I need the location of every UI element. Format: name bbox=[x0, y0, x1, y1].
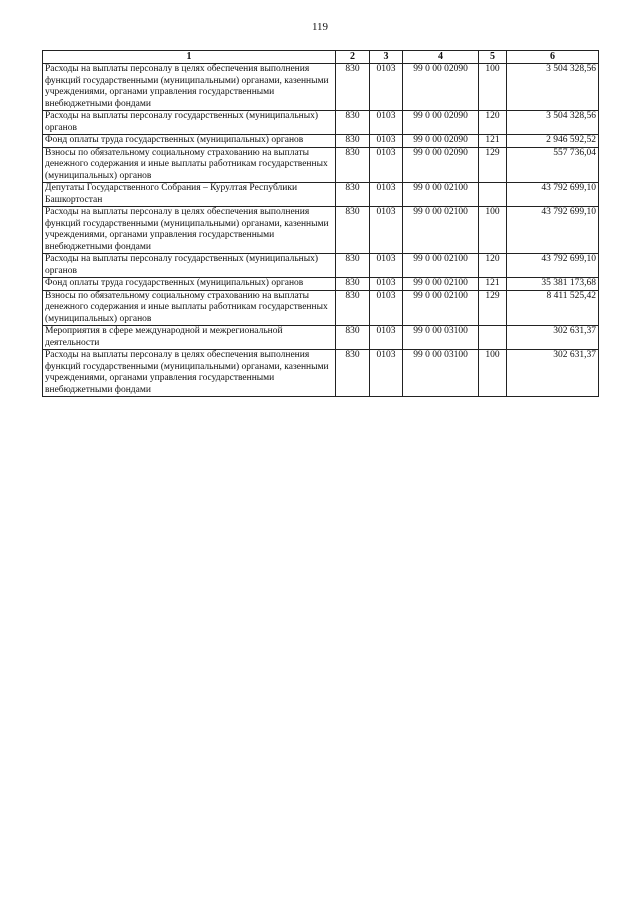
cell-sum: 43 792 699,10 bbox=[507, 254, 599, 278]
table-row bbox=[43, 207, 599, 254]
cell-type: 100 bbox=[479, 207, 507, 254]
cell-type: 121 bbox=[479, 135, 507, 148]
cell-sum: 3 504 328,56 bbox=[507, 111, 599, 135]
cell-section: 0103 bbox=[370, 350, 403, 397]
cell-target: 99 0 00 03100 bbox=[403, 326, 479, 350]
column-header-sum: 6 bbox=[507, 51, 599, 64]
cell-name: Фонд оплаты труда государственных (муниципальных) органов bbox=[43, 278, 336, 291]
cell-target: 99 0 00 02090 bbox=[403, 135, 479, 148]
cell-target: 99 0 00 02100 bbox=[403, 254, 479, 278]
table-body bbox=[43, 64, 599, 397]
column-header-ministry: 2 bbox=[336, 51, 370, 64]
column-header-section: 3 bbox=[370, 51, 403, 64]
cell-section: 0103 bbox=[370, 278, 403, 291]
cell-target: 99 0 00 03100 bbox=[403, 350, 479, 397]
cell-target: 99 0 00 02100 bbox=[403, 278, 479, 291]
cell-name: Расходы на выплаты персоналу в целях обеспечения выполнения функций государственными (муниципальными) органами, казенными учреждениями, органами управления государственными внебюджетными фондами bbox=[43, 64, 336, 111]
cell-ministry: 830 bbox=[336, 183, 370, 207]
cell-ministry: 830 bbox=[336, 326, 370, 350]
cell-ministry: 830 bbox=[336, 278, 370, 291]
cell-sum: 8 411 525,42 bbox=[507, 290, 599, 326]
cell-type: 129 bbox=[479, 290, 507, 326]
cell-section: 0103 bbox=[370, 147, 403, 183]
table-row bbox=[43, 111, 599, 135]
cell-ministry: 830 bbox=[336, 135, 370, 148]
cell-section: 0103 bbox=[370, 254, 403, 278]
cell-ministry: 830 bbox=[336, 64, 370, 111]
cell-sum: 302 631,37 bbox=[507, 350, 599, 397]
cell-name: Расходы на выплаты персоналу в целях обеспечения выполнения функций государственными (муниципальными) органами, казенными учреждениями, органами управления государственными внебюджетными фондами bbox=[43, 350, 336, 397]
cell-type: 120 bbox=[479, 111, 507, 135]
cell-ministry: 830 bbox=[336, 147, 370, 183]
cell-ministry: 830 bbox=[336, 207, 370, 254]
cell-sum: 302 631,37 bbox=[507, 326, 599, 350]
column-header-target: 4 bbox=[403, 51, 479, 64]
cell-ministry: 830 bbox=[336, 350, 370, 397]
cell-name: Взносы по обязательному социальному страхованию на выплаты денежного содержания и иные выплаты работникам государственных (муниципальных) органов bbox=[43, 147, 336, 183]
cell-name: Мероприятия в сфере международной и межрегиональной деятельности bbox=[43, 326, 336, 350]
table-row bbox=[43, 254, 599, 278]
cell-ministry: 830 bbox=[336, 111, 370, 135]
cell-section: 0103 bbox=[370, 183, 403, 207]
page-number: 119 bbox=[311, 21, 329, 33]
cell-target: 99 0 00 02090 bbox=[403, 147, 479, 183]
table-row bbox=[43, 147, 599, 183]
table-row bbox=[43, 350, 599, 397]
cell-target: 99 0 00 02090 bbox=[403, 64, 479, 111]
cell-sum: 43 792 699,10 bbox=[507, 183, 599, 207]
cell-section: 0103 bbox=[370, 135, 403, 148]
cell-sum: 43 792 699,10 bbox=[507, 207, 599, 254]
cell-name: Депутаты Государственного Собрания – Курултая Республики Башкортостан bbox=[43, 183, 336, 207]
cell-name: Расходы на выплаты персоналу в целях обеспечения выполнения функций государственными (муниципальными) органами, казенными учреждениями, органами управления государственными внебюджетными фондами bbox=[43, 207, 336, 254]
table-row bbox=[43, 326, 599, 350]
cell-type: 121 bbox=[479, 278, 507, 291]
column-header-name: 1 bbox=[43, 51, 336, 64]
cell-ministry: 830 bbox=[336, 290, 370, 326]
cell-ministry: 830 bbox=[336, 254, 370, 278]
table-row bbox=[43, 135, 599, 148]
table-header bbox=[43, 51, 599, 64]
cell-section: 0103 bbox=[370, 207, 403, 254]
cell-name: Взносы по обязательному социальному страхованию на выплаты денежного содержания и иные выплаты работникам государственных (муниципальных) органов bbox=[43, 290, 336, 326]
column-header-type: 5 bbox=[479, 51, 507, 64]
cell-target: 99 0 00 02100 bbox=[403, 207, 479, 254]
header-row bbox=[43, 51, 599, 64]
cell-type: 120 bbox=[479, 254, 507, 278]
cell-section: 0103 bbox=[370, 64, 403, 111]
table-row bbox=[43, 64, 599, 111]
cell-target: 99 0 00 02090 bbox=[403, 111, 479, 135]
cell-target: 99 0 00 02100 bbox=[403, 183, 479, 207]
cell-sum: 557 736,04 bbox=[507, 147, 599, 183]
cell-type bbox=[479, 326, 507, 350]
cell-sum: 2 946 592,52 bbox=[507, 135, 599, 148]
table-row bbox=[43, 290, 599, 326]
cell-type: 129 bbox=[479, 147, 507, 183]
cell-sum: 3 504 328,56 bbox=[507, 64, 599, 111]
cell-type: 100 bbox=[479, 64, 507, 111]
cell-name: Фонд оплаты труда государственных (муниципальных) органов bbox=[43, 135, 336, 148]
cell-section: 0103 bbox=[370, 290, 403, 326]
table-row bbox=[43, 183, 599, 207]
cell-section: 0103 bbox=[370, 111, 403, 135]
cell-name: Расходы на выплаты персоналу государственных (муниципальных) органов bbox=[43, 254, 336, 278]
budget-table bbox=[42, 50, 599, 397]
cell-name: Расходы на выплаты персоналу государственных (муниципальных) органов bbox=[43, 111, 336, 135]
cell-target: 99 0 00 02100 bbox=[403, 290, 479, 326]
cell-type bbox=[479, 183, 507, 207]
cell-section: 0103 bbox=[370, 326, 403, 350]
table-row bbox=[43, 278, 599, 291]
cell-sum: 35 381 173,68 bbox=[507, 278, 599, 291]
cell-type: 100 bbox=[479, 350, 507, 397]
